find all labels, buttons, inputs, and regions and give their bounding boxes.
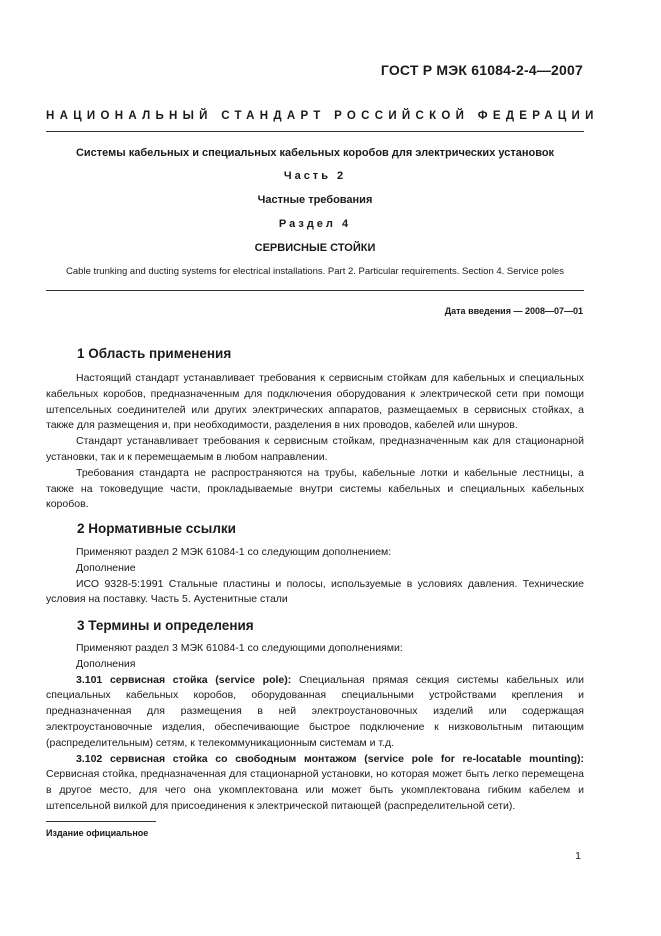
term-3-102-title: 3.102 сервисная стойка со свободным монтажом (service pole for re-locatable mounting):	[76, 752, 584, 765]
term-3-102-definition: Сервисная стойка, предназначенная для стационарной установки, но которая может быть легко перемещена в другое место, для чего она укомплектована или может быть укомплектована гибким кабелем и штепсельной вилкой для присоединения к электрической питающей (распределительной сети).	[46, 768, 584, 812]
section-1-paragraph-3: Требования стандарта не распространяются на трубы, кабельные лотки и кабельные лестницы, а также на токоведущие части, прокладываемые внутри системы кабельных и специальных кабельных коробов.	[46, 466, 584, 511]
english-title: Cable trunking and ducting systems for electrical installations. Part 2. Particular requirements. Section 4. Service poles	[66, 266, 564, 277]
title-rule	[46, 290, 584, 291]
edition-note: Издание официальное	[46, 828, 149, 838]
part-label: Часть 2	[283, 170, 347, 182]
page-number: 1	[575, 850, 581, 862]
section-2-body	[46, 545, 584, 608]
section-2-paragraph-1: Применяют раздел 2 МЭК 61084-1 со следующим дополнением:	[76, 546, 392, 558]
term-3-101-title: 3.101 сервисная стойка (service pole):	[76, 673, 292, 686]
section-3-paragraph-2: Дополнения	[76, 657, 136, 670]
section-1-paragraph-2: Стандарт устанавливает требования к сервисным стойкам, предназначенным как для стационарной установки, так и к перемещаемым в любом направлении.	[46, 435, 584, 463]
term-3-102	[46, 752, 584, 815]
national-standard-banner: НАЦИОНАЛЬНЫЙ СТАНДАРТ РОССИЙСКОЙ ФЕДЕРАЦИИ	[46, 110, 599, 122]
section-name: СЕРВИСНЫЕ СТОЙКИ	[254, 242, 376, 254]
section-1-paragraph-1: Настоящий стандарт устанавливает требования к сервисным стойкам для кабельных и специальных кабельных коробов, предназначенным для подключения оборудования к электрической сети при помощи штепсельных соединителей или других электрических аппаратов, размещаемых в сервисных стойках, а также для размещения и, при необходимости, разделения в них проводов, кабелей или шнуров.	[46, 372, 584, 432]
section-2-paragraph-2: Дополнение	[76, 561, 136, 574]
section-3-heading: 3 Термины и определения	[77, 618, 254, 633]
footer-rule	[46, 821, 156, 822]
section-2-heading: 2 Нормативные ссылки	[77, 521, 236, 536]
part-name: Частные требования	[257, 194, 373, 206]
introduction-date: Дата введения — 2008—07—01	[444, 306, 583, 316]
section-3-body	[46, 641, 584, 815]
section-2-paragraph-3: ИСО 9328-5:1991 Стальные пластины и полосы, используемые в условиях давления. Технические условия на поставку. Часть 5. Аустенитные стали	[46, 577, 584, 606]
top-rule	[46, 131, 584, 132]
term-3-101-definition: Специальная прямая секция системы кабельных или специальных кабельных коробов, оборудованная специальными устройствами крепления и предназначенная для размещения в ней электроустановочных изделий или содержащая электроустановочные изделия, обеспечивающие быстрое подключение к низковольтным питающим (распределительным) сетям, к телекоммуникационным системам и т.д.	[46, 673, 584, 749]
section-1-body	[46, 371, 584, 513]
section-1-heading: 1 Область применения	[77, 346, 232, 361]
standard-title: Системы кабельных и специальных кабельных коробов для электрических установок	[75, 147, 555, 159]
section-3-paragraph-1: Применяют раздел 3 МЭК 61084-1 со следующими дополнениями:	[76, 642, 403, 654]
section-label: Раздел 4	[278, 218, 352, 230]
term-3-101	[46, 673, 584, 752]
document-number: ГОСТ Р МЭК 61084-2-4—2007	[380, 62, 583, 78]
